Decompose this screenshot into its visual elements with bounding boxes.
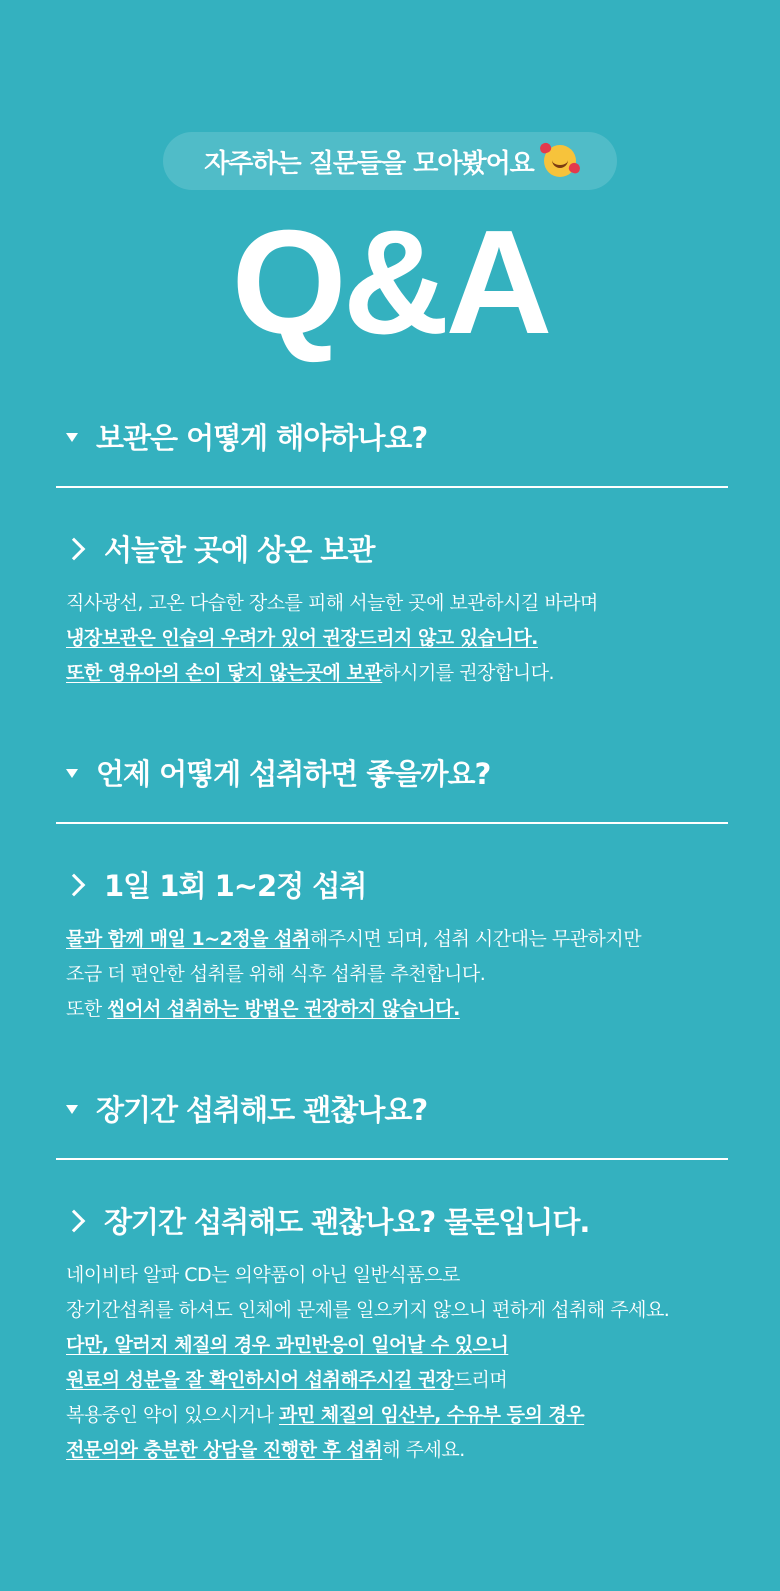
faq-answer-title-3	[66, 1200, 589, 1241]
body-text: 조금 더 편안한 섭취를 위해 식후 섭취를 추천합니다.	[66, 963, 486, 985]
answer-line	[66, 992, 641, 1027]
emphasis-text: 원료의 성분을 잘 확인하시어 섭취해주시길 권장	[66, 1369, 454, 1391]
answer-line	[66, 922, 641, 957]
emphasis-text: 씹어서 섭취하는 방법은 권장하지 않습니다.	[107, 998, 460, 1020]
body-text: 복용중인 약이 있으시거나	[66, 1404, 280, 1426]
emphasis-text: 냉장보관은 인습의 우려가 있어 권장드리지 않고 있습니다.	[66, 627, 538, 649]
faq-question-1[interactable]	[66, 416, 427, 457]
answer-line	[66, 656, 598, 691]
chevron-right-icon	[63, 1209, 86, 1232]
emphasis-text: 다만, 알러지 체질의 경우 과민반응이 일어날 수 있으니	[66, 1334, 509, 1356]
subtitle-text: 자주하는 질문들을 모아봤어요	[204, 148, 534, 179]
answer-line	[66, 957, 641, 992]
answer-line	[66, 586, 598, 621]
subtitle-pill	[163, 132, 617, 190]
smiling-face-with-hearts-icon	[544, 145, 576, 177]
answer-line	[66, 1398, 669, 1433]
emphasis-text: 과민 체질의 임산부, 수유부 등의 경우	[279, 1404, 585, 1426]
question-text: 언제 어떻게 섭취하면 좋을까요?	[96, 757, 491, 791]
faq-answer-body-1	[66, 586, 598, 691]
chevron-right-icon	[63, 873, 86, 896]
divider	[56, 486, 728, 488]
emphasis-text: 물과 함께 매일 1~2정을 섭취	[66, 928, 310, 950]
body-text: 해주시면 되며, 섭취 시간대는 무관하지만	[309, 928, 642, 950]
body-text: 또한	[66, 998, 108, 1020]
body-text: 드리며	[453, 1369, 508, 1391]
body-text: 장기간섭취를 하셔도 인체에 문제를 일으키지 않으니 편하게 섭취해 주세요.	[66, 1299, 670, 1321]
answer-title-text: 서늘한 곳에 상온 보관	[104, 533, 375, 567]
body-text: 직사광선, 고온 다습한 장소를 피해 서늘한 곳에 보관하시길 바라며	[66, 592, 598, 614]
chevron-right-icon	[63, 537, 86, 560]
faq-answer-title-1	[66, 528, 374, 569]
emphasis-text: 또한 영유아의 손이 닿지 않는곳에 보관	[66, 662, 383, 684]
faq-question-3[interactable]	[66, 1088, 427, 1129]
answer-line	[66, 1293, 669, 1328]
body-text: 네이비타 알파 CD는 의약품이 아닌 일반식품으로	[66, 1264, 460, 1286]
faq-answer-body-3	[66, 1258, 669, 1468]
answer-title-text: 장기간 섭취해도 괜찮나요? 물론입니다.	[104, 1205, 590, 1239]
body-text: 해 주세요.	[382, 1439, 465, 1461]
emphasis-text: 전문의와 충분한 상담을 진행한 후 섭취	[66, 1439, 383, 1461]
answer-line	[66, 1363, 669, 1398]
triangle-down-icon	[66, 1105, 78, 1114]
page-title: Q&A	[231, 200, 549, 365]
triangle-down-icon	[66, 433, 78, 442]
question-text: 장기간 섭취해도 괜찮나요?	[96, 1093, 428, 1127]
question-text: 보관은 어떻게 해야하나요?	[96, 421, 428, 455]
answer-title-text: 1일 1회 1~2정 섭취	[104, 869, 367, 903]
answer-line	[66, 621, 598, 656]
body-text: 하시기를 권장합니다.	[382, 662, 555, 684]
divider	[56, 1158, 728, 1160]
divider	[56, 822, 728, 824]
answer-line	[66, 1433, 669, 1468]
triangle-down-icon	[66, 769, 78, 778]
answer-line	[66, 1258, 669, 1293]
faq-answer-body-2	[66, 922, 641, 1027]
faq-question-2[interactable]	[66, 752, 490, 793]
faq-answer-title-2	[66, 864, 366, 905]
answer-line	[66, 1328, 669, 1363]
